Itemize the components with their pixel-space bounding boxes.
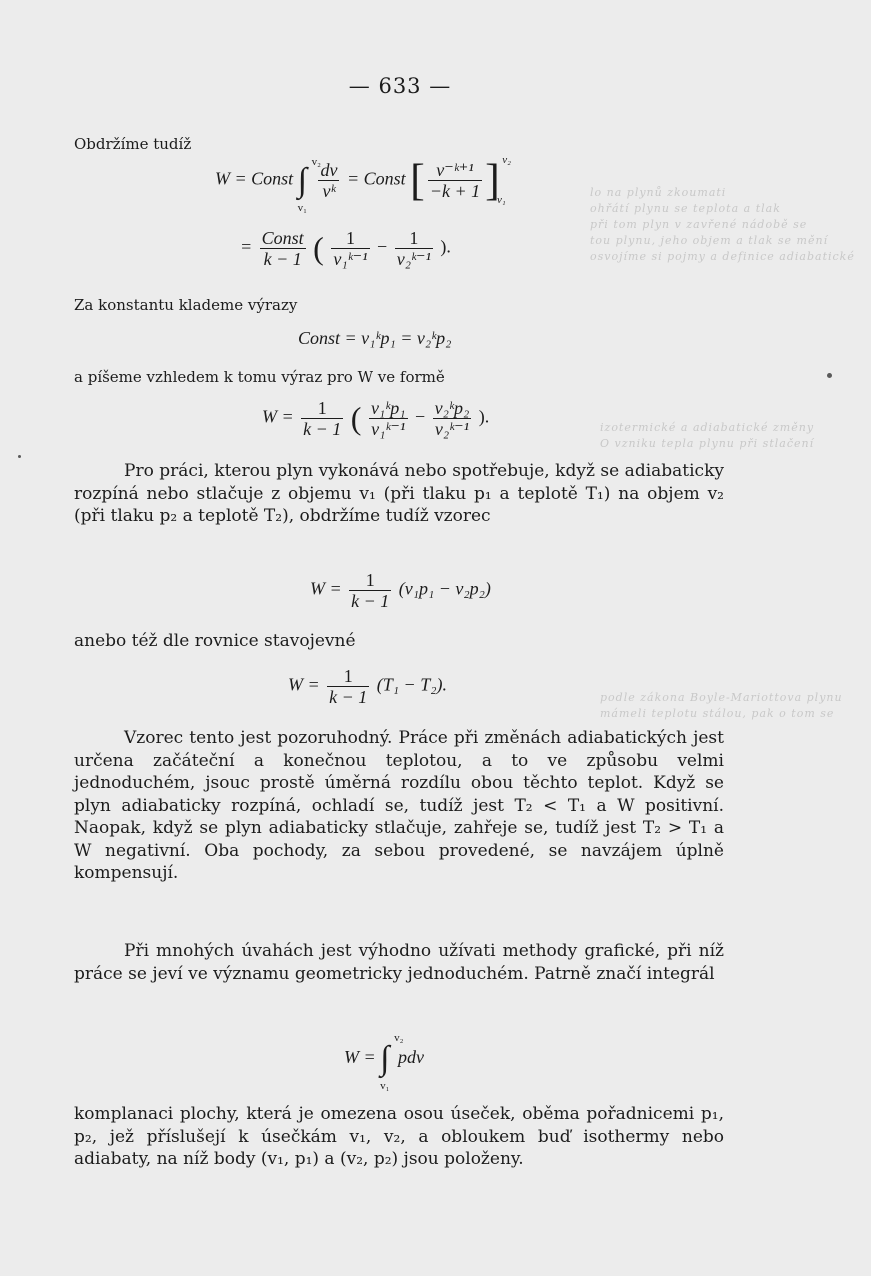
eq4-numerator: 1: [301, 398, 343, 419]
eq2-minus: −: [377, 236, 388, 257]
eq7-integrand: pdv: [397, 1047, 424, 1068]
equation-result-1: [240, 228, 451, 269]
bleed-line: izotermické a adiabatické změny: [600, 421, 815, 434]
bleed-line: O vzniku tepla plynu při stlačení: [600, 437, 815, 450]
eq4-term-b-numerator: v₂ᵏp₂: [434, 398, 470, 418]
eq1-equals-const: = Const: [346, 168, 406, 189]
bleed-line: ohřátí plynu se teplota a tlak: [590, 202, 781, 215]
eq5-denominator: k − 1: [351, 591, 390, 611]
left-paren-icon: (: [313, 230, 324, 266]
eq1-integrand: [318, 160, 339, 201]
eq1-integrand-numerator: dv: [320, 160, 338, 180]
equation-w-form: [262, 398, 489, 439]
paragraph-area: komplanaci plochy, která je omezena osou úseček, oběma pořadnicemi p₁, p₂, jež příslušejí k úsečkám v₁, v₂, a obloukem buď isothermy nebo adiabaty, na níž body (v₁, p₁) a (v₂, p₂) jsou položeny.: [74, 1104, 724, 1169]
eq6-numerator: 1: [327, 666, 369, 687]
eq4-term-b: [433, 398, 472, 439]
bleed-line: při tom plyn v zavřené nádobě se: [590, 218, 808, 231]
bleed-through-text: [600, 690, 843, 722]
eq6-denominator: k − 1: [329, 687, 368, 707]
eq2-term-b: [395, 228, 433, 269]
eq1-bracket-lower: v₁: [496, 193, 506, 206]
paragraph-remarkable: Vzorec tento jest pozoruhodný. Práce při změnách adiabatických jest určena začáteční a konečnou teplotou, a to ve způsobu velmi jednoduchém, jsouc prostě úměrná rozdílu obou těchto teplot. Když se plyn adiabaticky rozpíná, ochladí se, tudíž jest T₂ < T₁ a W positivní. Naopak, když se plyn adiabaticky stlačuje, zahřeje se, tudíž jest T₂ > T₁ a W negativní. Oba pochody, za sebou provedené, se navzájem úplně kompensují.: [74, 728, 724, 883]
eq1-bracket-upper: v₂: [502, 153, 511, 166]
eq2-numerator: Const: [261, 228, 304, 248]
eq6-lhs: W =: [288, 674, 320, 695]
left-bracket-icon: [: [410, 155, 425, 205]
integral-sign-icon: ∫ v₂ v₁: [380, 1032, 404, 1092]
eq1-bracket-fraction: [428, 160, 482, 201]
paragraph-graphic-method: Při mnohých úvahách jest výhodno užívati methody grafické, při níž práce se jeví ve významu geometricky jednoduchém. Patrně značí integrál: [74, 941, 724, 984]
eq2-term-a: [331, 228, 369, 269]
eq2-term-b-numerator: 1: [395, 228, 433, 249]
eq2-end: ).: [440, 236, 451, 257]
eq7-lower-limit: v₁: [380, 1080, 390, 1092]
eq1-lhs: W = Const: [215, 168, 294, 189]
paragraph-state-equation: anebo též dle rovnice stavojevné: [74, 631, 356, 651]
eq4-term-a-numerator: v₁ᵏp₁: [370, 398, 406, 418]
bleed-line: osvojíme si pojmy a definice adiabatické: [590, 250, 855, 263]
eq2-const-fraction: [260, 228, 306, 269]
eq6-fraction: [327, 666, 369, 707]
bleed-line: tou plynu, jeho objem a tlak se mění: [590, 234, 829, 247]
right-bracket-icon: ]: [485, 155, 500, 205]
eq2-term-b-denominator: v₂ᵏ⁻¹: [396, 249, 431, 269]
page-number: — 633 —: [348, 74, 452, 98]
paragraph-constants: Za konstantu klademe výrazy: [74, 296, 298, 314]
eq1-lower-limit: v₁: [297, 201, 307, 214]
bleed-line: lo na plynů zkoumati: [590, 186, 727, 199]
paragraph-form: a píšeme vzhledem k tomu výraz pro W ve formě: [74, 368, 445, 386]
eq5-lhs: W =: [310, 578, 342, 599]
eq5-rhs: (v₁p₁ − v₂p₂): [398, 578, 491, 599]
eq5-fraction: [349, 570, 391, 611]
eq2-denominator: k − 1: [263, 249, 302, 269]
eq2-term-a-numerator: 1: [331, 228, 369, 249]
eq6-rhs: (T₁ − T₂).: [376, 674, 447, 695]
scan-speck: [827, 373, 832, 378]
equation-work: [310, 570, 491, 611]
bleed-line: mámeli teplotu stálou, pak o tom se: [600, 707, 835, 720]
eq1-fraction-denominator: −k + 1: [429, 181, 481, 201]
eq4-term-a-denominator: v₁ᵏ⁻¹: [371, 419, 406, 439]
integral-sign-icon: ∫ v₂ v₁: [297, 155, 321, 214]
eq4-term-a: [369, 398, 408, 439]
eq2-equals: =: [240, 236, 253, 257]
paragraph-intro: Obdržíme tudíž: [74, 135, 192, 153]
eq1-upper-limit: v₂: [311, 155, 321, 168]
eq4-end: ).: [478, 406, 490, 427]
eq1-integrand-denominator: vᵏ: [322, 181, 336, 201]
equation-integral-1: [215, 153, 522, 214]
bleed-line: podle zákona Boyle-Mariottova plynu: [600, 691, 843, 704]
scan-speck: [18, 455, 21, 458]
eq4-minus: −: [415, 406, 426, 427]
eq2-term-a-denominator: v₁ᵏ⁻¹: [333, 249, 368, 269]
eq7-lhs: W =: [344, 1047, 376, 1068]
bleed-through-text: [590, 185, 855, 265]
eq1-fraction-numerator: v⁻ᵏ⁺¹: [428, 160, 482, 181]
eq4-term-b-denominator: v₂ᵏ⁻¹: [434, 419, 470, 439]
bleed-through-text: [600, 420, 814, 452]
eq4-denominator: k − 1: [303, 419, 342, 439]
paragraph-work: Pro práci, kterou plyn vykonává nebo spotřebuje, když se adiabaticky rozpíná nebo stlačuje z objemu v₁ (při tlaku p₁ a teplotě T₁) na objem v₂ (při tlaku p₂ a teplotě T₂), obdržíme tudíž vzorec: [74, 461, 724, 526]
eq4-lhs: W =: [262, 406, 294, 427]
eq7-upper-limit: v₂: [394, 1032, 404, 1044]
left-paren-icon: (: [350, 400, 362, 436]
equation-integral-2: [344, 1032, 424, 1092]
eq5-numerator: 1: [349, 570, 391, 591]
eq4-fraction: [301, 398, 343, 439]
equation-constant: Const = v₁ᵏp₁ = v₂ᵏp₂: [298, 328, 452, 348]
equation-temperature: [288, 666, 447, 707]
